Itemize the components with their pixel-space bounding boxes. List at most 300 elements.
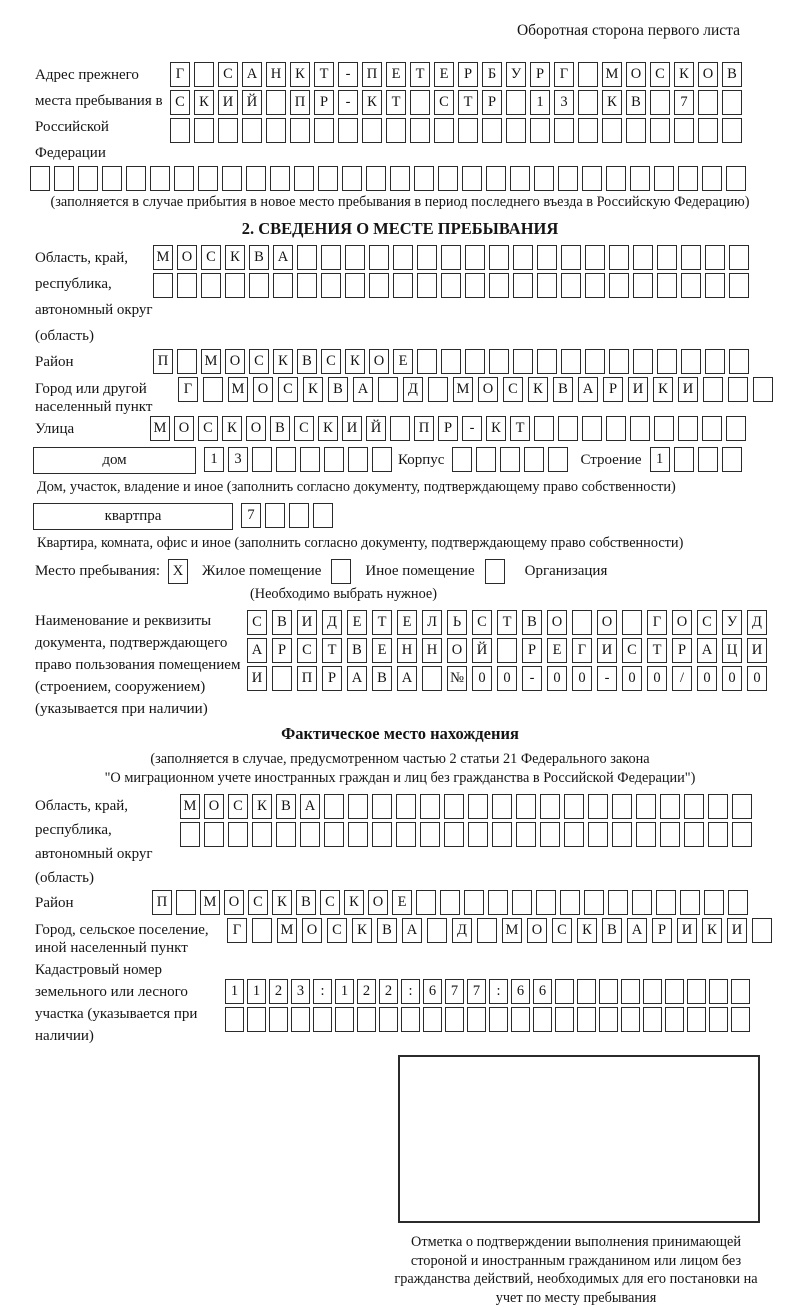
char-box[interactable]: И (597, 638, 617, 663)
char-box[interactable] (489, 245, 509, 270)
char-box[interactable]: № (447, 666, 467, 691)
char-box[interactable]: 6 (423, 979, 442, 1004)
char-box[interactable] (467, 1007, 486, 1032)
char-box[interactable] (510, 166, 530, 191)
char-box[interactable] (612, 794, 632, 819)
char-box[interactable]: О (225, 349, 245, 374)
char-box[interactable]: В (626, 90, 646, 115)
char-box[interactable]: В (296, 890, 316, 915)
char-box[interactable]: О (527, 918, 547, 943)
char-box[interactable] (609, 245, 629, 270)
char-box[interactable] (665, 979, 684, 1004)
char-box[interactable] (534, 166, 554, 191)
char-box[interactable]: О (224, 890, 244, 915)
char-box[interactable] (464, 890, 484, 915)
char-box[interactable]: / (672, 666, 692, 691)
char-box[interactable]: К (225, 245, 245, 270)
char-box[interactable] (252, 822, 272, 847)
char-box[interactable] (537, 245, 557, 270)
char-box[interactable] (729, 273, 749, 298)
char-box[interactable] (732, 822, 752, 847)
char-box[interactable] (438, 166, 458, 191)
char-box[interactable]: 0 (722, 666, 742, 691)
char-box[interactable] (369, 273, 389, 298)
char-box[interactable] (602, 118, 622, 143)
char-box[interactable]: С (650, 62, 670, 87)
char-box[interactable] (578, 62, 598, 87)
char-box[interactable] (698, 118, 718, 143)
char-box[interactable]: В (249, 245, 269, 270)
char-box[interactable] (728, 890, 748, 915)
char-box[interactable]: Т (322, 638, 342, 663)
char-box[interactable] (513, 349, 533, 374)
char-box[interactable] (313, 503, 333, 528)
char-box[interactable] (687, 1007, 706, 1032)
char-box[interactable] (452, 447, 472, 472)
char-box[interactable] (294, 166, 314, 191)
char-box[interactable]: 1 (335, 979, 354, 1004)
char-box[interactable] (338, 118, 358, 143)
char-box[interactable] (198, 166, 218, 191)
char-box[interactable] (222, 166, 242, 191)
char-box[interactable] (704, 890, 724, 915)
char-box[interactable] (265, 503, 285, 528)
char-box[interactable]: О (253, 377, 273, 402)
char-box[interactable] (729, 245, 749, 270)
char-box[interactable] (506, 90, 526, 115)
char-box[interactable]: К (653, 377, 673, 402)
char-box[interactable]: А (247, 638, 267, 663)
char-box[interactable] (492, 794, 512, 819)
stay-option-checkbox-zhiloe[interactable]: X (168, 559, 188, 584)
char-box[interactable]: О (174, 416, 194, 441)
char-box[interactable] (252, 918, 272, 943)
char-box[interactable] (732, 794, 752, 819)
char-box[interactable] (558, 416, 578, 441)
char-box[interactable]: К (272, 890, 292, 915)
char-box[interactable] (621, 979, 640, 1004)
char-box[interactable] (656, 890, 676, 915)
char-box[interactable] (709, 1007, 728, 1032)
char-box[interactable] (564, 822, 584, 847)
char-box[interactable] (342, 166, 362, 191)
char-box[interactable] (276, 447, 296, 472)
char-box[interactable] (218, 118, 238, 143)
char-box[interactable] (427, 918, 447, 943)
char-box[interactable]: В (722, 62, 742, 87)
stay-option-checkbox-inoe[interactable] (331, 559, 351, 584)
char-box[interactable]: Р (672, 638, 692, 663)
char-box[interactable]: П (153, 349, 173, 374)
char-box[interactable] (393, 245, 413, 270)
char-box[interactable]: П (414, 416, 434, 441)
char-box[interactable]: Д (747, 610, 767, 635)
char-box[interactable]: - (462, 416, 482, 441)
char-box[interactable] (650, 118, 670, 143)
char-box[interactable] (708, 822, 728, 847)
char-box[interactable]: В (602, 918, 622, 943)
char-box[interactable] (420, 794, 440, 819)
char-box[interactable] (650, 90, 670, 115)
char-box[interactable]: И (678, 377, 698, 402)
char-box[interactable]: А (273, 245, 293, 270)
char-box[interactable] (180, 822, 200, 847)
char-box[interactable]: Р (482, 90, 502, 115)
char-box[interactable] (577, 979, 596, 1004)
char-box[interactable]: К (674, 62, 694, 87)
char-box[interactable]: И (747, 638, 767, 663)
char-box[interactable] (665, 1007, 684, 1032)
char-box[interactable]: М (153, 245, 173, 270)
char-box[interactable] (561, 245, 581, 270)
char-box[interactable] (440, 890, 460, 915)
char-box[interactable] (204, 822, 224, 847)
char-box[interactable]: О (177, 245, 197, 270)
char-box[interactable]: А (242, 62, 262, 87)
char-box[interactable] (702, 166, 722, 191)
char-box[interactable]: - (597, 666, 617, 691)
char-box[interactable]: К (602, 90, 622, 115)
char-box[interactable]: О (447, 638, 467, 663)
char-box[interactable] (609, 273, 629, 298)
char-box[interactable]: Т (458, 90, 478, 115)
char-box[interactable]: И (677, 918, 697, 943)
char-box[interactable] (705, 273, 725, 298)
char-box[interactable] (511, 1007, 530, 1032)
char-box[interactable] (524, 447, 544, 472)
char-box[interactable]: О (368, 890, 388, 915)
char-box[interactable] (366, 166, 386, 191)
char-box[interactable]: Г (647, 610, 667, 635)
char-box[interactable] (726, 416, 746, 441)
char-box[interactable] (680, 890, 700, 915)
char-box[interactable]: С (249, 349, 269, 374)
char-box[interactable] (588, 822, 608, 847)
char-box[interactable] (345, 245, 365, 270)
char-box[interactable]: 0 (647, 666, 667, 691)
char-box[interactable]: С (622, 638, 642, 663)
char-box[interactable]: В (276, 794, 296, 819)
char-box[interactable] (633, 245, 653, 270)
char-box[interactable]: Т (372, 610, 392, 635)
char-box[interactable]: В (372, 666, 392, 691)
char-box[interactable] (582, 166, 602, 191)
char-box[interactable]: П (297, 666, 317, 691)
char-box[interactable] (170, 118, 190, 143)
char-box[interactable] (636, 794, 656, 819)
char-box[interactable]: В (347, 638, 367, 663)
char-box[interactable]: С (198, 416, 218, 441)
char-box[interactable] (102, 166, 122, 191)
char-box[interactable] (530, 118, 550, 143)
char-box[interactable] (489, 1007, 508, 1032)
char-box[interactable] (291, 1007, 310, 1032)
char-box[interactable] (577, 1007, 596, 1032)
char-box[interactable]: С (247, 610, 267, 635)
char-box[interactable] (266, 118, 286, 143)
char-box[interactable] (177, 273, 197, 298)
char-box[interactable] (290, 118, 310, 143)
char-box[interactable] (537, 349, 557, 374)
char-box[interactable]: Т (647, 638, 667, 663)
char-box[interactable]: К (252, 794, 272, 819)
char-box[interactable] (506, 118, 526, 143)
char-box[interactable] (126, 166, 146, 191)
char-box[interactable]: - (522, 666, 542, 691)
char-box[interactable] (445, 1007, 464, 1032)
char-box[interactable] (578, 90, 598, 115)
char-box[interactable] (247, 1007, 266, 1032)
char-box[interactable] (396, 822, 416, 847)
char-box[interactable]: 6 (511, 979, 530, 1004)
char-box[interactable]: Ц (722, 638, 742, 663)
char-box[interactable]: : (401, 979, 420, 1004)
char-box[interactable]: С (327, 918, 347, 943)
char-box[interactable]: Р (458, 62, 478, 87)
char-box[interactable]: А (402, 918, 422, 943)
char-box[interactable] (177, 349, 197, 374)
char-box[interactable] (633, 349, 653, 374)
char-box[interactable]: К (528, 377, 548, 402)
char-box[interactable] (582, 416, 602, 441)
char-box[interactable] (698, 447, 718, 472)
char-box[interactable]: О (204, 794, 224, 819)
char-box[interactable]: М (453, 377, 473, 402)
char-box[interactable]: О (597, 610, 617, 635)
char-box[interactable] (555, 1007, 574, 1032)
char-box[interactable]: О (547, 610, 567, 635)
char-box[interactable]: Р (322, 666, 342, 691)
char-box[interactable]: А (353, 377, 373, 402)
char-box[interactable]: С (297, 638, 317, 663)
char-box[interactable] (289, 503, 309, 528)
char-box[interactable]: 1 (530, 90, 550, 115)
char-box[interactable] (657, 349, 677, 374)
char-box[interactable] (585, 273, 605, 298)
char-box[interactable]: 0 (697, 666, 717, 691)
char-box[interactable] (30, 166, 50, 191)
char-box[interactable] (540, 794, 560, 819)
char-box[interactable]: Е (434, 62, 454, 87)
char-box[interactable] (335, 1007, 354, 1032)
char-box[interactable]: Р (530, 62, 550, 87)
stay-option-checkbox-org[interactable] (485, 559, 505, 584)
char-box[interactable] (654, 416, 674, 441)
char-box[interactable] (272, 666, 292, 691)
char-box[interactable]: 0 (747, 666, 767, 691)
char-box[interactable] (729, 349, 749, 374)
char-box[interactable]: П (290, 90, 310, 115)
char-box[interactable] (561, 273, 581, 298)
char-box[interactable]: К (344, 890, 364, 915)
char-box[interactable]: А (627, 918, 647, 943)
char-box[interactable] (324, 822, 344, 847)
char-box[interactable]: Н (266, 62, 286, 87)
char-box[interactable]: Т (314, 62, 334, 87)
char-box[interactable] (194, 62, 214, 87)
char-box[interactable] (410, 90, 430, 115)
char-box[interactable] (416, 890, 436, 915)
char-box[interactable]: М (200, 890, 220, 915)
char-box[interactable]: Е (347, 610, 367, 635)
char-box[interactable]: К (273, 349, 293, 374)
char-box[interactable] (585, 349, 605, 374)
char-box[interactable] (420, 822, 440, 847)
char-box[interactable]: - (338, 62, 358, 87)
char-box[interactable]: 3 (291, 979, 310, 1004)
char-box[interactable] (246, 166, 266, 191)
char-box[interactable] (558, 166, 578, 191)
char-box[interactable]: К (486, 416, 506, 441)
char-box[interactable] (321, 245, 341, 270)
char-box[interactable] (578, 118, 598, 143)
char-box[interactable]: Л (422, 610, 442, 635)
char-box[interactable] (599, 979, 618, 1004)
char-box[interactable] (441, 245, 461, 270)
char-box[interactable] (630, 416, 650, 441)
char-box[interactable] (417, 245, 437, 270)
char-box[interactable]: 7 (445, 979, 464, 1004)
char-box[interactable]: Е (397, 610, 417, 635)
char-box[interactable]: О (369, 349, 389, 374)
char-box[interactable]: К (318, 416, 338, 441)
char-box[interactable]: К (290, 62, 310, 87)
char-box[interactable] (441, 349, 461, 374)
char-box[interactable] (678, 416, 698, 441)
char-box[interactable]: С (170, 90, 190, 115)
char-box[interactable] (458, 118, 478, 143)
char-box[interactable] (379, 1007, 398, 1032)
char-box[interactable] (393, 273, 413, 298)
char-box[interactable] (516, 822, 536, 847)
char-box[interactable]: К (362, 90, 382, 115)
char-box[interactable]: Д (452, 918, 472, 943)
char-box[interactable] (465, 349, 485, 374)
char-box[interactable]: А (397, 666, 417, 691)
char-box[interactable] (564, 794, 584, 819)
char-box[interactable] (536, 890, 556, 915)
char-box[interactable] (482, 118, 502, 143)
char-box[interactable] (372, 447, 392, 472)
char-box[interactable] (687, 979, 706, 1004)
char-box[interactable] (626, 118, 646, 143)
char-box[interactable]: И (727, 918, 747, 943)
char-box[interactable] (612, 822, 632, 847)
char-box[interactable]: 0 (622, 666, 642, 691)
char-box[interactable] (78, 166, 98, 191)
char-box[interactable] (428, 377, 448, 402)
char-box[interactable] (698, 90, 718, 115)
char-box[interactable] (396, 794, 416, 819)
char-box[interactable] (554, 118, 574, 143)
char-box[interactable]: К (352, 918, 372, 943)
char-box[interactable]: М (277, 918, 297, 943)
char-box[interactable]: 0 (472, 666, 492, 691)
char-box[interactable] (728, 377, 748, 402)
char-box[interactable] (513, 273, 533, 298)
char-box[interactable]: С (278, 377, 298, 402)
char-box[interactable]: 2 (357, 979, 376, 1004)
char-box[interactable]: О (698, 62, 718, 87)
char-box[interactable] (674, 118, 694, 143)
char-box[interactable]: Н (422, 638, 442, 663)
char-box[interactable]: Й (472, 638, 492, 663)
char-box[interactable]: М (150, 416, 170, 441)
char-box[interactable] (225, 273, 245, 298)
char-box[interactable]: О (626, 62, 646, 87)
char-box[interactable] (633, 273, 653, 298)
char-box[interactable]: С (552, 918, 572, 943)
char-box[interactable] (266, 90, 286, 115)
char-box[interactable] (681, 349, 701, 374)
char-box[interactable] (709, 979, 728, 1004)
char-box[interactable] (228, 822, 248, 847)
char-box[interactable] (390, 416, 410, 441)
char-box[interactable] (153, 273, 173, 298)
char-box[interactable] (201, 273, 221, 298)
char-box[interactable] (252, 447, 272, 472)
char-box[interactable]: В (328, 377, 348, 402)
char-box[interactable]: Е (386, 62, 406, 87)
char-box[interactable] (722, 447, 742, 472)
char-box[interactable] (636, 822, 656, 847)
char-box[interactable]: 2 (379, 979, 398, 1004)
char-box[interactable] (702, 416, 722, 441)
char-box[interactable] (622, 610, 642, 635)
char-box[interactable]: 1 (225, 979, 244, 1004)
char-box[interactable]: Б (482, 62, 502, 87)
char-box[interactable]: 0 (497, 666, 517, 691)
char-box[interactable] (537, 273, 557, 298)
char-box[interactable] (372, 794, 392, 819)
char-box[interactable] (176, 890, 196, 915)
char-box[interactable] (630, 166, 650, 191)
char-box[interactable] (372, 822, 392, 847)
char-box[interactable]: У (506, 62, 526, 87)
char-box[interactable] (606, 166, 626, 191)
char-box[interactable]: : (313, 979, 332, 1004)
char-box[interactable]: 3 (554, 90, 574, 115)
char-box[interactable] (516, 794, 536, 819)
char-box[interactable]: Г (227, 918, 247, 943)
char-box[interactable] (657, 245, 677, 270)
char-box[interactable] (561, 349, 581, 374)
char-box[interactable] (249, 273, 269, 298)
char-box[interactable]: 3 (228, 447, 248, 472)
char-box[interactable] (654, 166, 674, 191)
char-box[interactable] (489, 273, 509, 298)
char-box[interactable]: К (194, 90, 214, 115)
char-box[interactable]: 7 (467, 979, 486, 1004)
char-box[interactable] (632, 890, 652, 915)
char-box[interactable] (476, 447, 496, 472)
char-box[interactable] (465, 245, 485, 270)
char-box[interactable] (643, 1007, 662, 1032)
char-box[interactable]: В (553, 377, 573, 402)
char-box[interactable]: О (672, 610, 692, 635)
char-box[interactable] (705, 349, 725, 374)
char-box[interactable] (348, 822, 368, 847)
char-box[interactable] (444, 794, 464, 819)
char-box[interactable]: К (303, 377, 323, 402)
char-box[interactable] (753, 377, 773, 402)
char-box[interactable] (462, 166, 482, 191)
char-box[interactable]: Е (393, 349, 413, 374)
char-box[interactable]: - (338, 90, 358, 115)
char-box[interactable] (486, 166, 506, 191)
char-box[interactable] (660, 794, 680, 819)
char-box[interactable]: С (228, 794, 248, 819)
